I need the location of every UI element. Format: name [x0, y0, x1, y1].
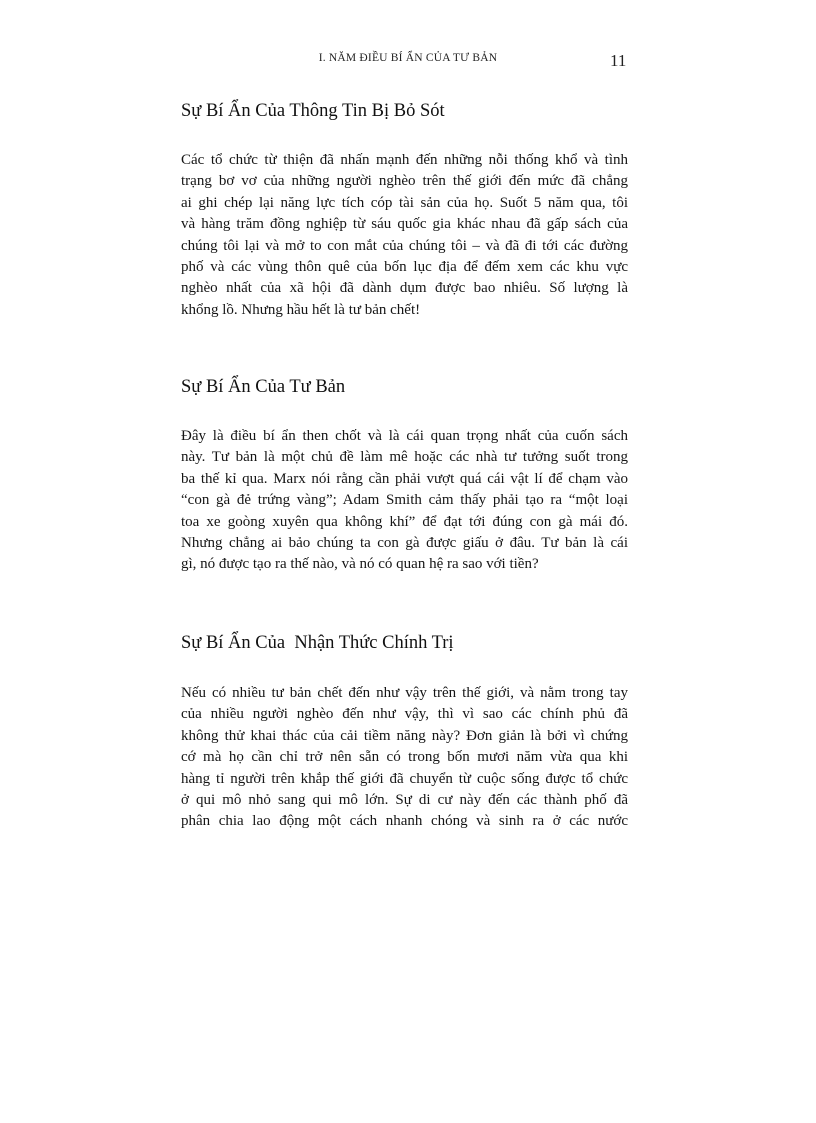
- paragraph-line: cớ mà họ cần chỉ trở nên sẵn có trong bốn mươi năm vừa qua khi: [181, 749, 628, 766]
- paragraph-line: ở qui mô nhỏ sang qui mô lớn. Sự di cư này đến các thành phố đã: [181, 792, 628, 809]
- section-political-awareness: [181, 633, 628, 833]
- paragraph-line: ai ghi chép lại năng lực tích cóp tài sản của họ. Suốt 5 năm qua, tôi: [181, 194, 628, 211]
- section-paragraph: [181, 426, 628, 576]
- paragraph-line: phố và các vùng thôn quê của bốn lục địa để đếm xem các khu vực: [181, 259, 628, 276]
- page-header: [0, 52, 816, 72]
- section-heading: Sự Bí Ẩn Của Nhận Thức Chính Trị: [181, 633, 454, 653]
- paragraph-line: Các tổ chức từ thiện đã nhấn mạnh đến những nỗi thống khổ và tình: [181, 152, 628, 168]
- paragraph-line: phân chia lao động một cách nhanh chóng và sinh ra ở các nước: [181, 813, 628, 830]
- paragraph-line: này. Tư bản là một chủ đề làm mê hoặc các nhà tư tưởng suốt trong: [181, 449, 628, 466]
- running-title: I. NĂM ĐIỀU BÍ ẨN CỦA TƯ BẢN: [318, 52, 498, 64]
- paragraph-line: Đây là điều bí ẩn then chốt và là cái quan trọng nhất của cuốn sách: [181, 428, 628, 444]
- section-heading: Sự Bí Ẩn Của Tư Bản: [181, 377, 346, 397]
- paragraph-line: Nhưng chẳng ai bảo chúng ta con gà được giấu ở đâu. Tư bản là cái: [181, 535, 628, 552]
- paragraph-line: hàng tỉ người trên khắp thế giới đã chuyển từ cuộc sống được tổ chức: [181, 770, 628, 787]
- section-paragraph: [181, 683, 628, 833]
- section-heading: Sự Bí Ẩn Của Thông Tin Bị Bỏ Sót: [181, 101, 445, 121]
- paragraph-line: Nếu có nhiều tư bản chết đến như vậy trên thế giới, và nằm trong tay: [181, 685, 628, 701]
- paragraph-line: nghèo nhất của xã hội đã dành dụm được bao nhiêu. Số lượng là: [181, 280, 628, 297]
- section-paragraph: [181, 150, 628, 321]
- paragraph-line: “con gà đẻ trứng vàng”; Adam Smith cảm thấy phải tạo ra “một loại: [181, 492, 628, 509]
- section-mystery-of-capital: [181, 377, 628, 576]
- paragraph-line: toa xe goòng xuyên qua không khí” để đạt tới đúng con gà mái đó.: [181, 513, 628, 530]
- paragraph-line: và hàng trăm đồng nghiệp từ sáu quốc gia khác nhau đã gấp sách của: [181, 216, 628, 233]
- section-missing-information: [181, 101, 628, 321]
- paragraph-line: của nhiều người nghèo đến như vậy, thì vì sao các chính phủ đã: [181, 706, 628, 723]
- paragraph-line: ba thế kỉ qua. Marx nói rằng cần phải vượt quá cái vật lí để chạm vào: [181, 470, 628, 487]
- paragraph-line: khổng lồ. Nhưng hầu hết là tư bản chết!: [181, 301, 421, 318]
- paragraph-line: gì, nó được tạo ra thế nào, và nó có quan hệ ra sao với tiền?: [181, 556, 539, 573]
- page-number: 11: [610, 51, 627, 70]
- paragraph-line: chúng tôi lại và mở to con mắt của chúng tôi – và đã đi tới các đường: [181, 237, 628, 254]
- paragraph-line: không thử khai thác của cải tiềm năng này? Đơn giản là bởi vì chứng: [181, 727, 628, 744]
- paragraph-line: trạng bơ vơ của những người nghèo trên thế giới đến mức đã chẳng: [181, 173, 628, 190]
